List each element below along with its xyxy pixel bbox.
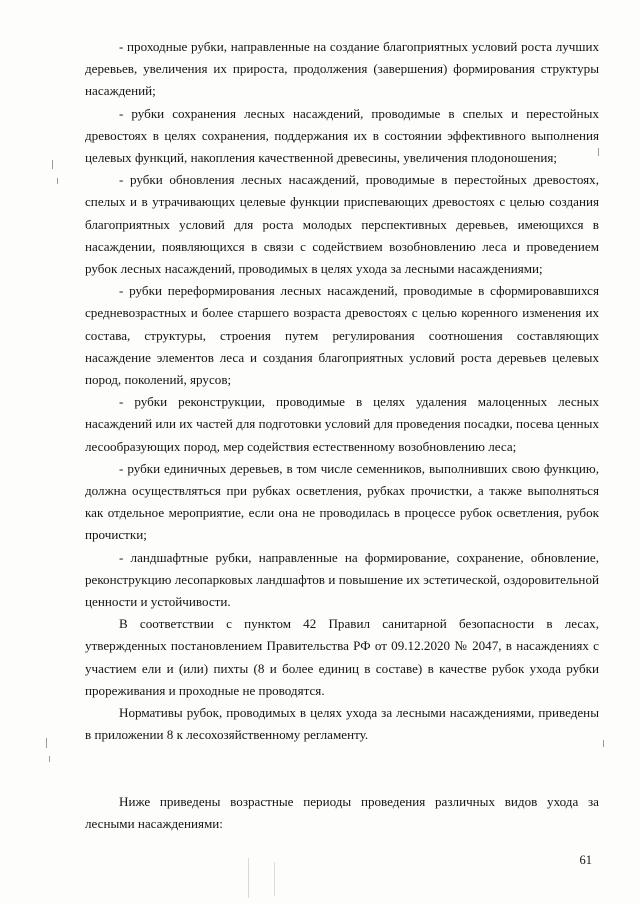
scan-speck <box>248 858 249 898</box>
paragraph-norms: Нормативы рубок, проводимых в целях ухода за лесными насаждениями, приведены в приложении 8 к лесохозяйственному регламенту. <box>85 705 599 743</box>
paragraph-preservation-cuts: - рубки сохранения лесных насаждений, проводимые в спелых и перестойных древостоях в целях сохранения, поддержания их в состоянии эффективного выполнения целевых функций, накопления качественной древесины, увеличения плодоношения; <box>85 105 599 166</box>
scan-speck <box>57 178 58 184</box>
document-body <box>85 36 599 835</box>
paragraph-sanitary-rules: В соответствии с пунктом 42 Правил санитарной безопасности в лесах, утвержденных постановлением Правительства РФ от 09.12.2020 № 2047, в насаждениях с участием ели и (или) пихты (8 и более единиц в составе) в качестве рубок ухода рубки прореживания и проходные не проводятся. <box>85 616 599 698</box>
page-number: 61 <box>579 853 592 867</box>
paragraph-renewal-cuts: - рубки обновления лесных насаждений, проводимые в перестойных древостоях, спелых и в утрачивающих целевые функции приспевающих древостоях с целью создания благоприятных условий для роста молодых перспективных деревьев, имеющихся в насаждении, появляющихся в связи с содействием возобновлению леса и проведением рубок лесных насаждений, проводимых в целях ухода за лесными насаждениями; <box>85 172 599 277</box>
paragraph-reformation-cuts: - рубки переформирования лесных насаждений, проводимые в сформировавшихся средневозрастных и более старшего возраста древостоях с целью коренного изменения их состава, структуры, строения путем регулирования соотношения составляющих насаждение элементов леса и создания благоприятных условий роста деревьев целевых пород, поколений, ярусов; <box>85 283 599 388</box>
paragraph-landscape-cuts: - ландшафтные рубки, направленные на формирование, сохранение, обновление, реконструкцию лесопарковых ландшафтов и повышение их эстетической, оздоровительной ценности и устойчивости. <box>85 549 599 610</box>
scan-speck <box>52 160 53 169</box>
paragraph-thinning-cuts: - проходные рубки, направленные на создание благоприятных условий роста лучших деревьев, увеличения их прироста, продолжения (завершения) формирования структуры насаждений; <box>85 39 599 99</box>
paragraph-single-tree-cuts: - рубки единичных деревьев, в том числе семенников, выполнивших свою функцию, должна осуществляться при рубках осветления, рубках прочистки, а также выполняться как отдельное мероприятие, если она не проводилась в процессе рубок осветления, рубок прочистки; <box>85 460 599 543</box>
scan-speck <box>603 740 604 747</box>
paragraph-reconstruction-cuts: - рубки реконструкции, проводимые в целях удаления малоценных лесных насаждений или их частей для подготовки условий для проведения посадки, посева ценных лесообразующих пород, мер содействия естественному возобновлению леса; <box>85 394 599 454</box>
paragraph-age-periods-intro: Ниже приведены возрастные периоды проведения различных видов ухода за лесными насаждениями: <box>85 793 599 831</box>
scan-speck <box>598 148 599 156</box>
scan-speck <box>46 738 47 748</box>
scan-speck <box>49 756 50 762</box>
section-gap <box>85 747 599 791</box>
scan-speck <box>274 862 275 896</box>
